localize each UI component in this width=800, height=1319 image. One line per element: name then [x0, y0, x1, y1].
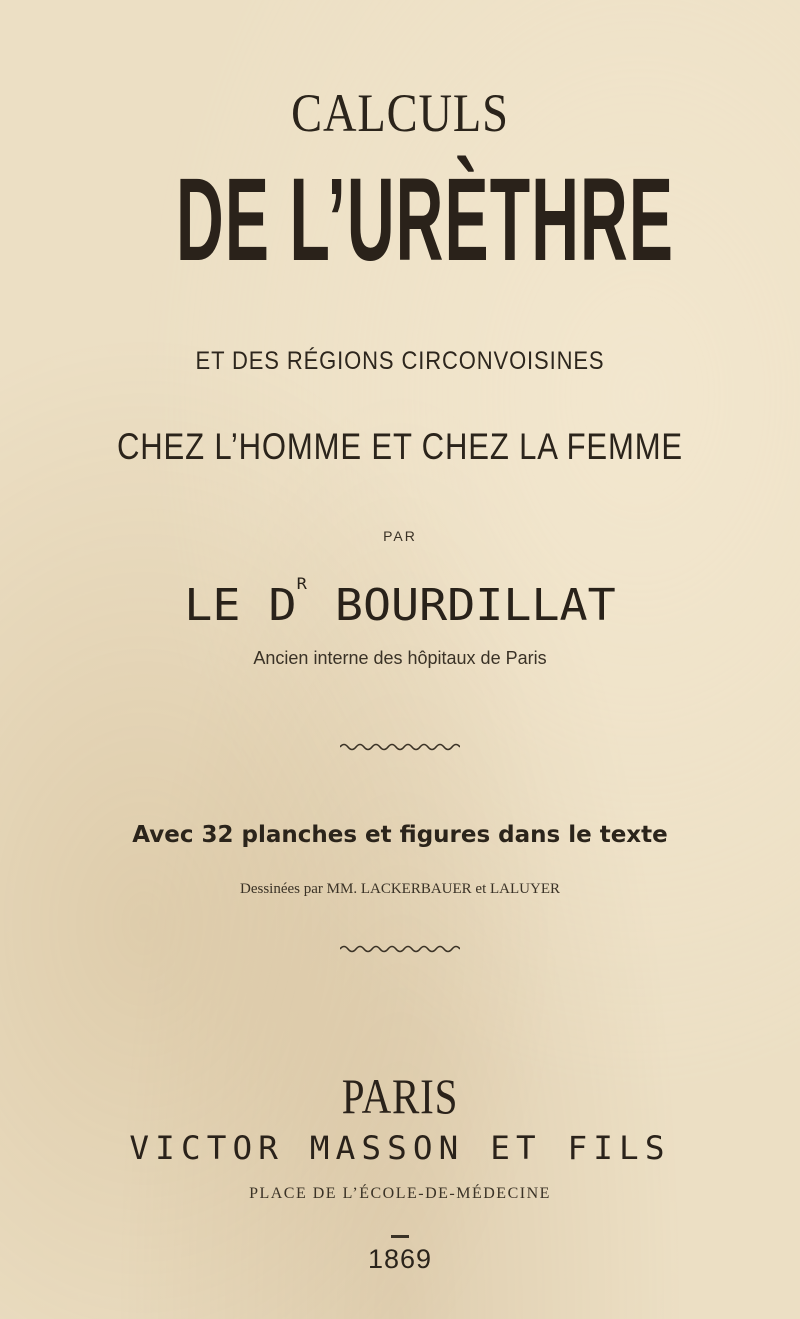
publisher-address: PLACE DE L’ÉCOLE-DE-MÉDECINE [249, 1185, 551, 1202]
illustrators-note: Dessinées par MM. LACKERBAUER et LALUYER [240, 881, 560, 897]
author-name [0, 574, 800, 631]
publisher-city: PARIS [341, 1068, 459, 1124]
par-label: PAR [383, 528, 417, 544]
author-superscript: R [296, 574, 307, 593]
short-rule [391, 1235, 409, 1238]
subtitle-line-1: ET DES RÉGIONS CIRCONVOISINES [195, 347, 605, 375]
author-surname: BOURDILLAT [306, 580, 616, 631]
publication-year: 1869 [367, 1244, 433, 1274]
subtitle-line-2: CHEZ L’HOMME ET CHEZ LA FEMME [116, 426, 684, 467]
wavy-ornament-divider [340, 742, 460, 752]
wavy-ornament-divider [340, 944, 460, 954]
title-line-2: DE L’URÈTHRE [176, 154, 675, 286]
author-affiliation: Ancien interne des hôpitaux de Paris [253, 648, 547, 668]
author-prefix: LE D [184, 580, 297, 631]
plates-note: Avec 32 planches et figures dans le texte [132, 822, 668, 848]
publisher-name: VICTOR MASSON ET FILS [129, 1129, 671, 1167]
title-line-1: CALCULS [291, 83, 509, 143]
